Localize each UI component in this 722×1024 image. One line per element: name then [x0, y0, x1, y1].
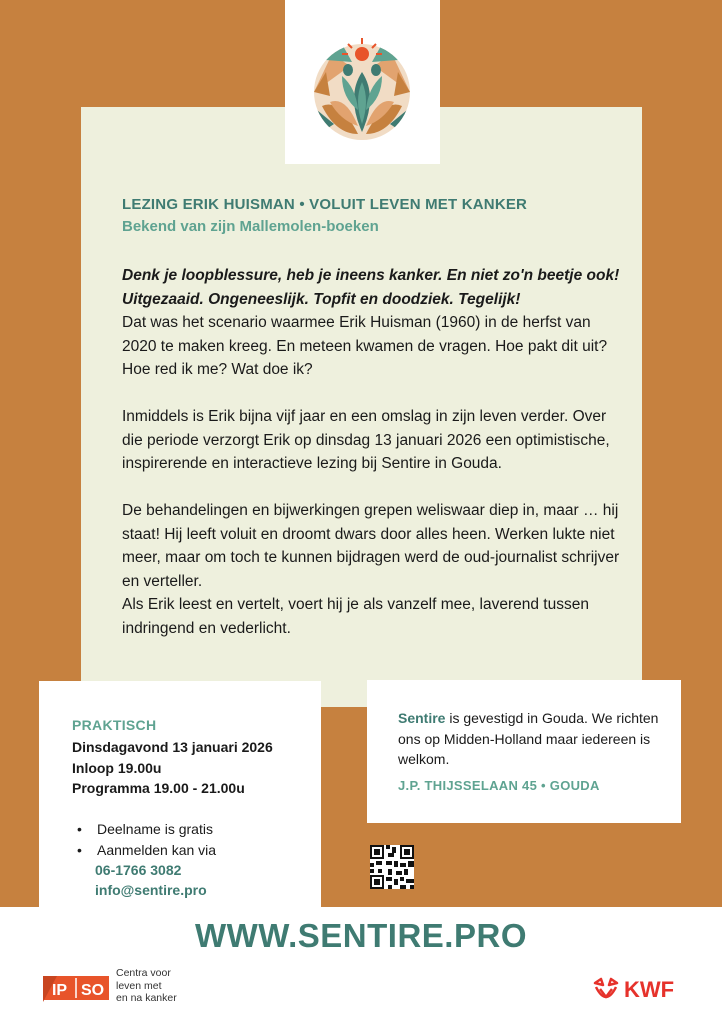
sentire-sun-hands-logo-icon [312, 36, 412, 142]
event-date: Dinsdagavond 13 januari 2026 [72, 739, 273, 755]
phone-link[interactable]: 06-1766 3082 [95, 862, 182, 878]
ipso-right-text: SO [80, 982, 105, 999]
location-text: is gevestigd in Gouda. We richten ons op Midden-Holland maar iedereen is welkom. [398, 710, 659, 767]
list-item: • Deelname is gratis [77, 819, 216, 840]
paragraph-storyteller: Als Erik leest en vertelt, voert hij je als vanzelf mee, laverend tussen indringend en vederlicht. [122, 596, 589, 637]
qr-code-icon[interactable] [370, 845, 414, 889]
practical-label: PRAKTISCH [72, 717, 157, 733]
kwf-text: KWF [624, 977, 675, 1002]
ipso-tag-line: leven met [116, 979, 162, 992]
event-subtitle: Bekend van zijn Mallemolen-boeken [122, 218, 379, 235]
walk-in-time: Inloop 19.00u [72, 759, 162, 776]
ipso-logo [43, 972, 109, 1004]
organization-name: Sentire [398, 710, 446, 726]
practical-list [77, 819, 216, 860]
ipso-tagline [116, 967, 177, 1005]
event-title: LEZING ERIK HUISMAN • VOLUIT LEVEN MET KANKER [122, 196, 528, 213]
paragraph-treatment: De behandelingen en bijwerkingen grepen weliswaar diep in, maar … hij staat! Hij leeft voluit en droomt dwars door alles heen. Werken lukte niet meer, maar om toch te kunnen bijdragen werd de oud-journalist schrijver en verteller. [122, 502, 620, 590]
ipso-left-text: IP [51, 982, 68, 999]
ipso-tag-line: Centra voor [116, 967, 171, 979]
practical-info-box [39, 681, 321, 907]
program-time: Programma 19.00 - 21.00u [72, 780, 245, 796]
location-box [367, 680, 681, 823]
website-link[interactable]: WWW.SENTIRE.PRO [195, 917, 527, 954]
event-description [122, 264, 622, 664]
lead-line: Uitgezaaid. Ongeneeslijk. Topfit en doodziek. Tegelijk! [122, 290, 521, 308]
ipso-tag-line: en na kanker [116, 992, 177, 1004]
list-item: • Aanmelden kan via [77, 840, 216, 861]
logo-box [285, 0, 440, 164]
lead-line: Denk je loopblessure, heb je ineens kanker. En niet zo'n beetje ook! [122, 267, 620, 284]
address: J.P. THIJSSELAAN 45 • GOUDA [398, 778, 600, 793]
location-description [398, 708, 660, 770]
practical-schedule [72, 737, 273, 799]
paragraph-lecture: Inmiddels is Erik bijna vijf jaar en een omslag in zijn leven verder. Over die periode verzorgt Erik op dinsdag 13 januari 2026 een optimistische, inspirerende en interactieve lezing bij Sentire in Gouda. [122, 408, 610, 472]
email-link[interactable]: info@sentire.pro [95, 882, 207, 898]
paragraph-scenario: Dat was het scenario waarmee Erik Huisman (1960) in de herfst van 2020 te maken kreeg. En meteen kwamen de vragen. Hoe pakt dit uit? Hoe red ik me? Wat doe ik? [122, 314, 608, 378]
kwf-crab-icon [591, 977, 621, 1005]
